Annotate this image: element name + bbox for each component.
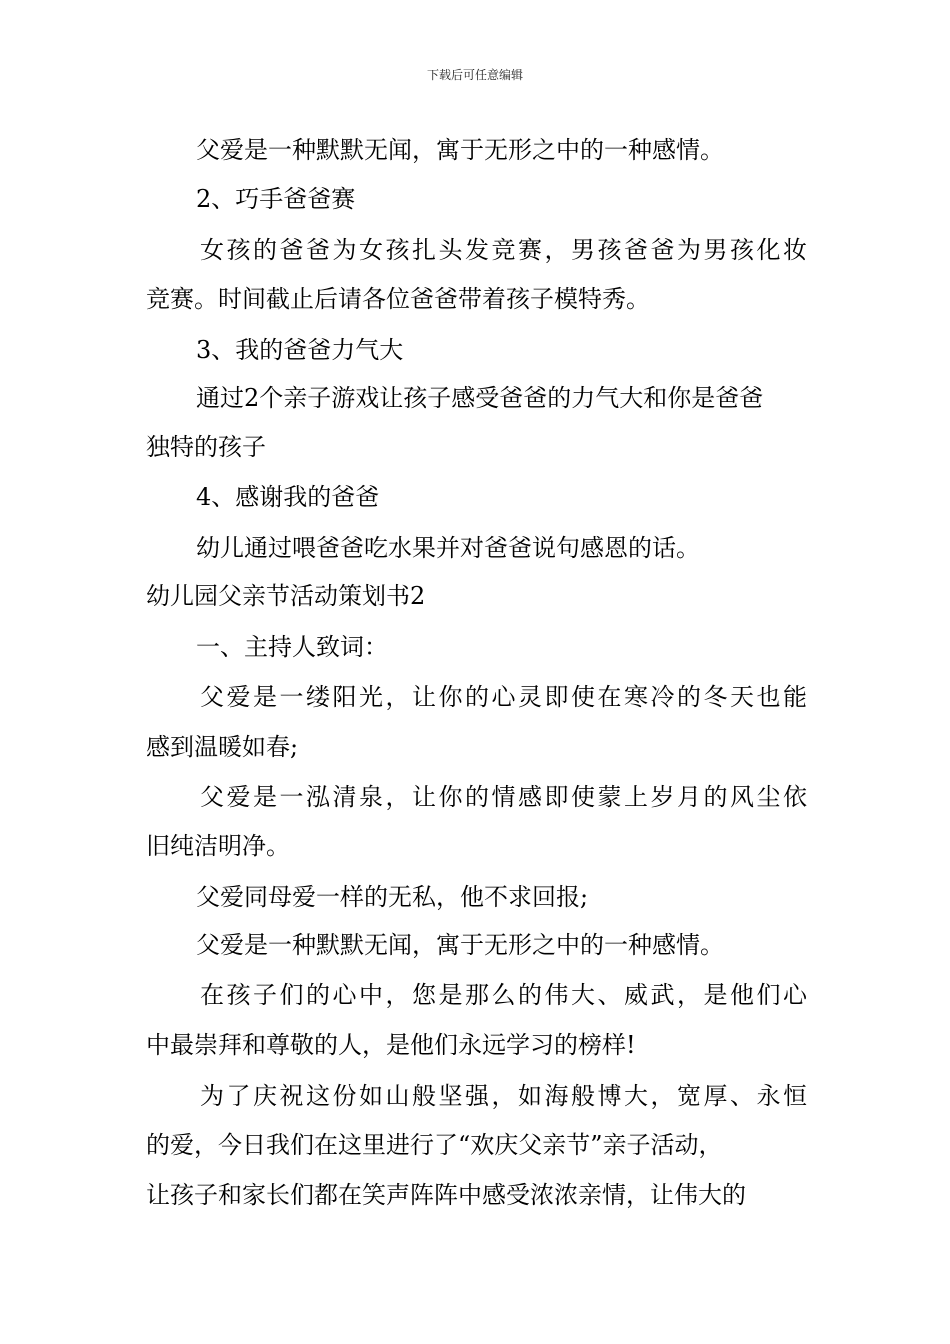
document-title: 幼儿园父亲节活动策划书2 [146,582,426,610]
page-header: 下载后可任意编辑 [426,68,523,82]
paragraph-line: 父爱是一缕阳光，让你的心灵即使在寒冷的冬天也能 [200,683,810,711]
paragraph-line: 父爱是一泓清泉，让你的情感即使蒙上岁月的风尘依 [200,783,810,811]
section-heading: 4、感谢我的爸爸 [196,483,380,511]
paragraph-line: 旧纯洁明净。 [146,832,290,860]
section-heading: 2、巧手爸爸赛 [196,185,356,213]
section-heading: 3、我的爸爸力气大 [196,336,404,364]
paragraph-line: 竞赛。时间截止后请各位爸爸带着孩子模特秀。 [146,285,650,313]
paragraph-line: 父爱是一种默默无闻，寓于无形之中的一种感情。 [196,931,724,959]
paragraph-line: 通过2个亲子游戏让孩子感受爸爸的力气大和你是爸爸 [196,384,764,412]
paragraph-line: 感到温暖如春; [146,733,299,761]
paragraph-line: 独特的孩子 [146,433,266,461]
paragraph-line: 父爱是一种默默无闻，寓于无形之中的一种感情。 [196,136,724,164]
paragraph-line: 让孩子和家长们都在笑声阵阵中感受浓浓亲情，让伟大的 [146,1181,746,1209]
paragraph-line: 父爱同母爱一样的无私，他不求回报; [196,883,589,911]
paragraph-line: 为了庆祝这份如山般坚强，如海般博大，宽厚、永恒 [200,1082,810,1110]
paragraph-line: 的爱，今日我们在这里进行了“欢庆父亲节”亲子活动， [146,1131,723,1159]
paragraph-line: 在孩子们的心中，您是那么的伟大、威武，是他们心 [200,981,810,1009]
paragraph-line: 幼儿通过喂爸爸吃水果并对爸爸说句感恩的话。 [196,534,700,562]
paragraph-line: 女孩的爸爸为女孩扎头发竞赛，男孩爸爸为男孩化妆 [200,236,810,264]
paragraph-line: 中最崇拜和尊敬的人，是他们永远学习的榜样! [146,1031,636,1059]
section-heading: 一、主持人致词： [196,633,388,661]
